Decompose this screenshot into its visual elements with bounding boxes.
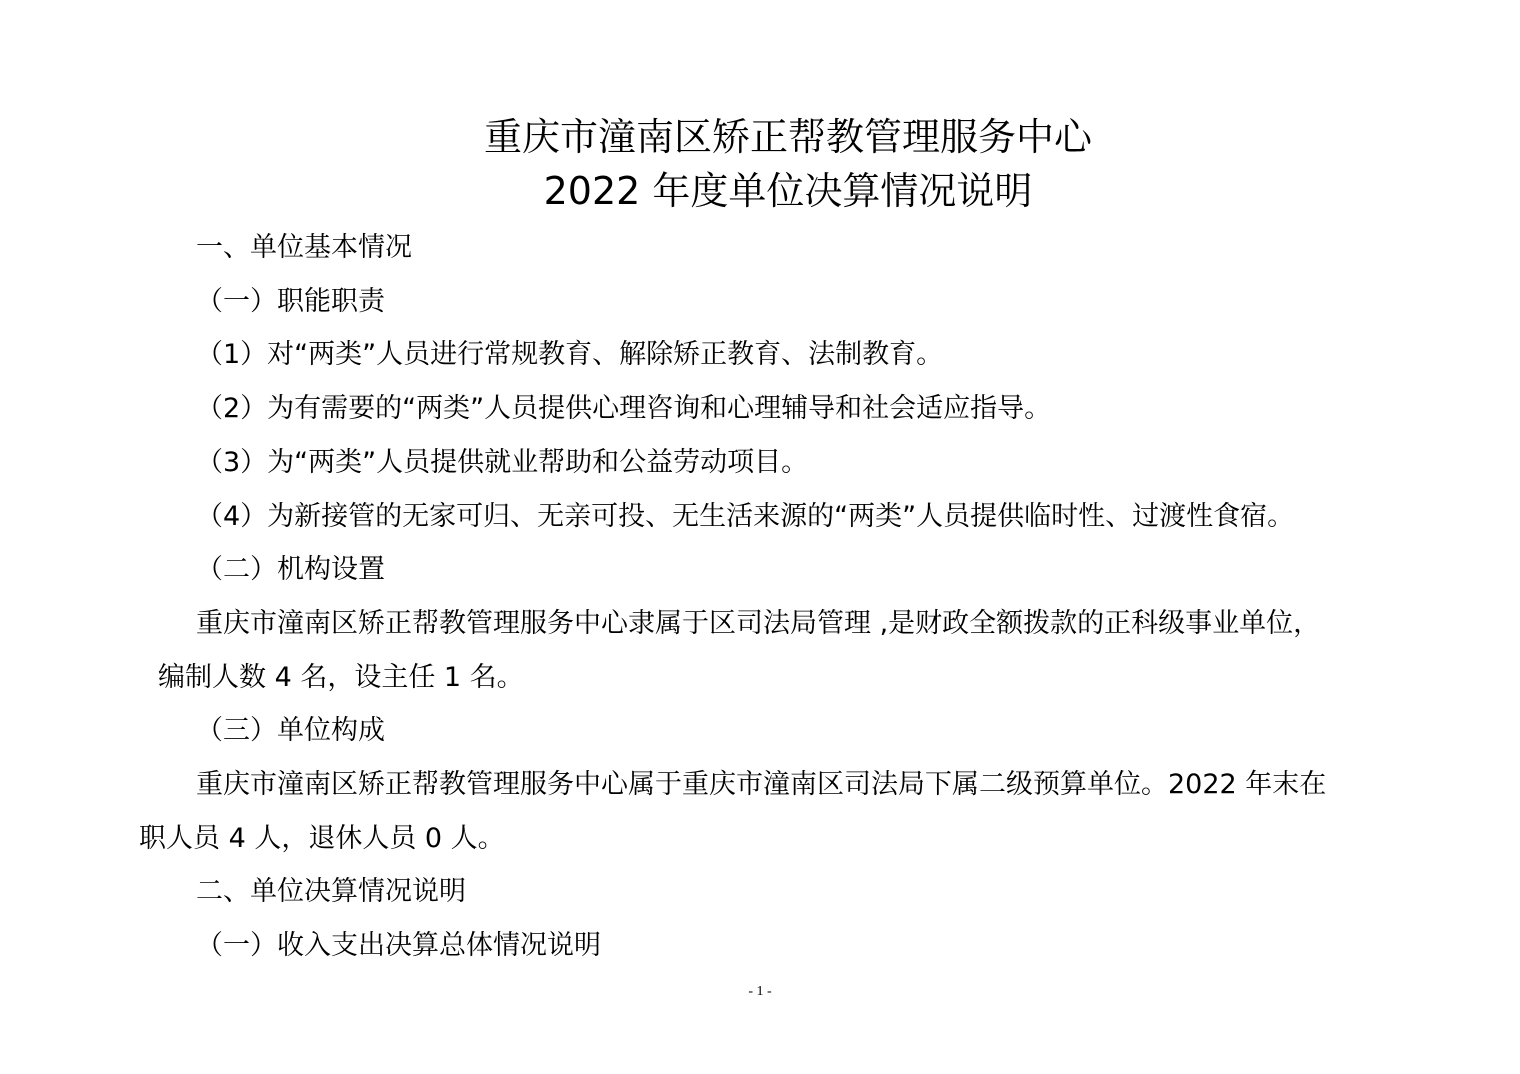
subsection-heading-composition: （三）单位构成 (196, 715, 385, 746)
document-title-line-2: 2022 年度单位决算情况说明 (543, 169, 1033, 213)
subsection-heading-income-expense: （一）收入支出决算总体情况说明 (196, 930, 601, 961)
function-item-4: （4）为新接管的无家可归、无亲可投、无生活来源的“两类”人员提供临时性、过渡性食宿。 (196, 501, 1295, 532)
section-heading-final-accounts: 二、单位决算情况说明 (196, 876, 466, 907)
function-item-2: （2）为有需要的“两类”人员提供心理咨询和心理辅导和社会适应指导。 (196, 393, 1052, 424)
page-number: - 1 - (748, 984, 772, 999)
composition-paragraph-line-2: 职人员 4 人，退休人员 0 人。 (139, 823, 505, 854)
section-heading-basic-info: 一、单位基本情况 (196, 232, 412, 263)
function-item-1: （1）对“两类”人员进行常规教育、解除矫正教育、法制教育。 (196, 339, 944, 370)
subsection-heading-functions: （一）职能职责 (196, 286, 385, 317)
subsection-heading-organization: （二）机构设置 (196, 554, 385, 585)
organization-paragraph-line-1: 重庆市潼南区矫正帮教管理服务中心隶属于区司法局管理 ,是财政全额拨款的正科级事业单位， (196, 608, 1321, 639)
document-title-line-1: 重庆市潼南区矫正帮教管理服务中心 (483, 115, 1092, 159)
composition-paragraph-line-1: 重庆市潼南区矫正帮教管理服务中心属于重庆市潼南区司法局下属二级预算单位。2022 年末在 (196, 769, 1327, 800)
organization-paragraph-line-2: 编制人数 4 名，设主任 1 名。 (158, 662, 524, 693)
function-item-3: （3）为“两类”人员提供就业帮助和公益劳动项目。 (196, 447, 809, 478)
